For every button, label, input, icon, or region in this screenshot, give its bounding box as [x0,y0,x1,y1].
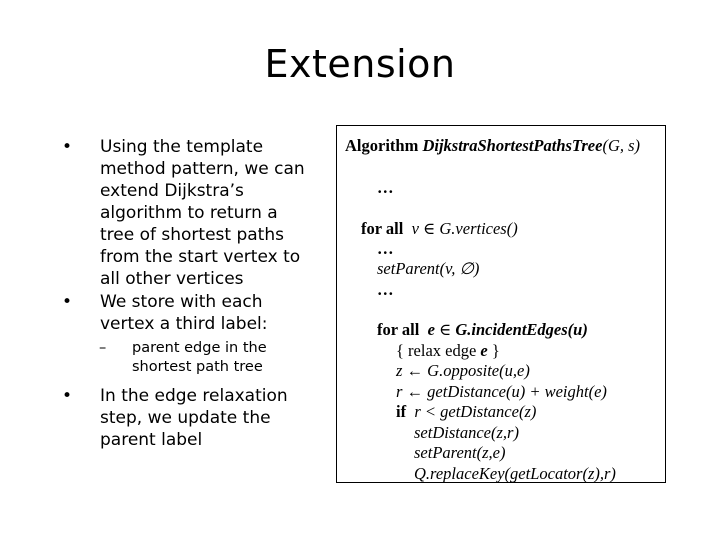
bullet-line: all other vertices [100,269,244,289]
bullet-line: from the start vertex to [100,247,301,267]
for-vertices-line [361,219,518,240]
var-e: e [427,320,435,339]
ellipsis: … [377,280,394,299]
distance-line: r ← getDistance(u) + weight(e) [396,382,607,401]
for-keyword: for all [377,320,420,339]
var-e: e [480,341,488,360]
var-v: v [411,219,419,238]
setparent-line: setParent(z,e) [414,443,506,462]
if-keyword: if [396,402,407,421]
bullet-marker: • [62,292,73,312]
bullet-line: Using the template [100,137,264,157]
relax-text: { relax edge [396,341,481,360]
bullet-line: vertex a third label: [100,314,268,334]
bullet-marker: • [62,137,73,157]
replacekey-line: Q.replaceKey(getLocator(z),r) [414,464,616,483]
for-keyword: for all [361,219,404,238]
bullet-line: algorithm to return a [100,203,278,223]
if-line [396,402,536,423]
bullet-line: In the edge relaxation [100,386,288,406]
bullet-marker: • [62,386,73,406]
element-of: ∈ [423,219,436,238]
algorithm-header [345,136,640,157]
for-edges-line [377,320,588,341]
bullet-line: extend Dijkstra’s [100,181,244,201]
algorithm-args: (G, s) [602,136,641,155]
bullet-line: parent label [100,430,203,450]
bullet-line: shortest path tree [132,359,263,375]
bullet-line: method pattern, we can [100,159,305,179]
bullet-line: We store with each [100,292,263,312]
bullet-line: tree of shortest paths [100,225,284,245]
setdistance-line: setDistance(z,r) [414,423,519,442]
if-condition: r < getDistance(z) [414,402,537,421]
sub-bullet-marker: – [99,340,107,356]
vertices-call: G.vertices() [439,219,518,238]
algorithm-box [336,125,666,483]
ellipsis: … [377,178,394,197]
opposite-line: z ← G.opposite(u,e) [396,361,530,380]
setparent-line: setParent(v, ∅) [377,259,480,278]
bullet-line: parent edge in the [132,340,267,356]
incident-edges-call: G.incidentEdges(u) [455,320,588,339]
relax-close: } [487,341,500,360]
algorithm-keyword: Algorithm [345,136,419,155]
ellipsis: … [377,239,394,258]
relax-comment [396,341,500,362]
slide-title: Extension [264,42,456,86]
element-of: ∈ [439,320,452,339]
bullet-line: step, we update the [100,408,271,428]
algorithm-name: DijkstraShortestPathsTree [422,136,603,155]
